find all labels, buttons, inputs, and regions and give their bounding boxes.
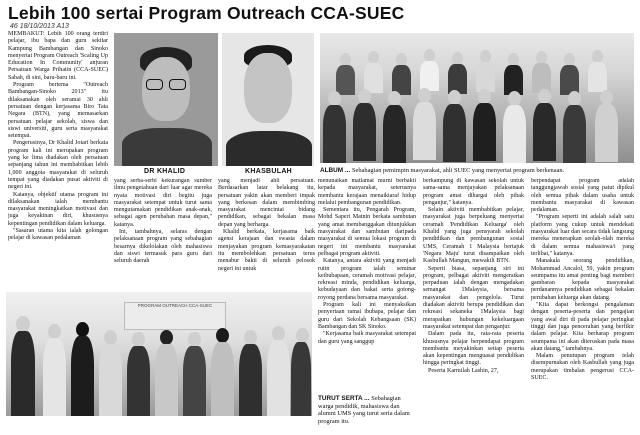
paragraph: Program kali ini menyaksikan penyertaan ramai ibubapa, pelajar dan guru dari Sekolah Kebangsaan (SK) Bambangan dan SK Sinoko. — [318, 302, 416, 330]
paragraph: berkampung di kawasan sekolah untuk sama-sama menjayakan pelaksanaan program amat dihargai oleh pihak penganjur," katanya. — [423, 178, 524, 206]
paragraph: "Sasaran utama kita ialah golongan pelajar di kawasan pedalaman — [8, 228, 108, 242]
glasses — [146, 79, 163, 90]
article-column-4 — [318, 178, 416, 392]
paragraph: Program bertema "Outreach Bambangan-Sinoko 2013" itu dilaksanakan oleh seramai 30 ahli persatuan dengan kerjasama Biro Tata Negara (BTN), yang memasarkan persatuan pelajar sekolah, siswa dan siswi universiti, guru serta masyarakat setempat. — [8, 82, 108, 140]
paragraph: Pengerusinya, Dr Khalid Jotari berkata program kali ini merupakan program yang ke lima diadakan oleh persatuan sepanjang tahun ini membabitkan lebih 1,000 anggota masyarakat di seluruh tempat yang diadakan pusat aktiviti di negeri ini. — [8, 140, 108, 191]
caption-khasbulah: KHASBULAH — [245, 168, 293, 175]
paragraph: yang menjadi ahli persatuan. Berdasarkan latar belakang itu, persatuan yakin akan memberi impak yang berkesan dalam membimbing masyarakat mencintai bidang pendidikan, sebagai bekalan masa depan yang berharga. — [218, 178, 315, 228]
article-column-3 — [218, 178, 315, 288]
paragraph: Seperti biasa, sepanjang siri ini program, pelbagai aktiviti mengeratkan perpaduan ialah dengan mengadakan semangat 1Malaysia, bersama masyarakat dan pengelola. Turut diadakan aktiviti berupa pendidikan dan rekreasi sekaneka 1Malaysia bagi merapatkan hubungan kekeluargaan masyarakat setempat dan penganjur. — [423, 265, 524, 330]
paragraph: "Kerjasama baik masyarakat setempat dan guru yang sanggup — [318, 331, 416, 345]
portrait-photo-khasbulah — [222, 33, 314, 166]
paragraph: yang serba-serbi kekurangan sumber ilmu pengetahuan dari luar agar mereka nyata motivasi diri begitu juga masyarakat setempat untuk turut sama mengutamakan pendidikan anak-anak, sebagai agen perubahan masa depan," katanya. — [114, 178, 212, 228]
paragraph: berpendapat program adalah tanggungjawab sosial yang patut dipikul oleh semua pihak dalam usaha untuk membantu masyarakat di kawasan pedalaman. — [531, 178, 634, 214]
paragraph: Ini, tambahnya, selaras dengan pelaksanaan program yang sebahagian besarnya dikelolakan oleh mahasiswa dan siswi termasuk para guru dari seluruh daerah — [114, 229, 212, 265]
paragraph: Dalam pada itu, rata-rata peserta khususnya pelajar berpendapat program membantu meyakinkan setiap peserta akan kepentingan menguasai pendidikan hingga peringkat tinggi. — [423, 331, 524, 367]
paragraph: Malam penutupan program telah disempurnakan oleh Kasbullah yang juga merupakan timbalan pengerusi CCA-SUEC. — [531, 353, 634, 382]
paragraph: menunaikan matlamat murni berbakti kepada masyarakat, seterusnya membantu kerajaan menaiktaraf hidup melalui pembangunan pendidikan. — [318, 178, 416, 206]
glasses — [169, 79, 186, 90]
caption-educators-photo — [318, 395, 416, 425]
article-column-2 — [114, 178, 212, 288]
caption-lead: TURUT SERTA ... — [318, 395, 372, 402]
paragraph: Katanya, objektif utama program ini dilaksanakan ialah membantu masyarakat meningkatkan motivasi dan juga keyakinan diri, khususnya kepentingan pendidikan dalam keluarga. — [8, 191, 108, 227]
paragraph: Selain aktiviti membabitkan pelajar, masyarakat juga berpeluang menyertai ceramah 'Pendidikan Keluarga' oleh Khalid yang juga pensyarah sekolah pendidikan dan pembangunan sosial UMS, Ceramah 1 Malaysia bertajuk 'Negara Maju' turut disampaikan oleh Kasbullah Mangun, mewakili BTN. — [423, 207, 524, 265]
dateline: 46 18/10/2013 A13 — [10, 23, 69, 30]
face — [244, 53, 292, 123]
shirt — [226, 131, 312, 166]
article-column-5 — [423, 178, 524, 430]
paragraph: Sementara itu, Pengarah Program, Mohd Saperi Matnin berkata sambutan yang amat membanggakan ditunjukkan masyarakat dan sambutan daripada masyarakat di semua lokasi program di negeri ini membantu masyarakat pelbagai program aktiviti. — [318, 207, 416, 257]
paragraph: Katanya, antara aktiviti yang menjadi rutin program ialah seminar keibubapaan, ceramah motivasi pelajar, rekreasi minda, pendidikan keluarga, kebudayaan dan bakat serta gotong-royong perdana bersama masyarakat. — [318, 258, 416, 301]
caption-text: Sebahagian pemimpin masyarakat, ahli SUEC yang menyertai program berkenaan. — [351, 167, 565, 174]
paragraph: Peserta Karmilah Lashin, 27, — [428, 367, 499, 374]
paragraph: MEMBAKUT: Lebih 100 orang terdiri pelajar, ibu bapa dan guru sekitar Kampung Bambangan dan Sinoko menyertai Program Outreach 'Scaling Up Education In Community' anjuran Persatuan Warga Prihatin (CCA-SUEC) Sabah, di sini, baru-baru ini. — [8, 31, 108, 81]
shirt — [122, 128, 212, 166]
group-photo-community — [320, 33, 634, 163]
caption-khalid: DR KHALID — [144, 168, 186, 175]
paragraph: "Program seperti ini adalah salah satu platform yang cukup untuk mendekati masyarakat luar dan secara tidak langsung mereka menerapkan seolah-olah mereka di dalam semua mahasiswa/i yang terlibat," katanya. — [531, 214, 634, 257]
caption-lead: ALBUM ... — [320, 167, 352, 174]
paragraph: Khalid berkata, kerjasama baik agensi kerajaan dan swasta dalam menjayakan program kemasyarakatan itu membolehkan persatuan terus menabur bakti di seluruh pelosok negeri ini untuk — [218, 229, 315, 272]
portrait-photo-khalid — [114, 33, 218, 166]
group-photo-educators — [6, 292, 312, 416]
caption-group-photo — [320, 167, 634, 175]
paragraph: "Kita dapat berkongsi pengalaman dengan peserta-peserta dan pengajian yang awal diri di pada pelajar peringkat tinggi dan juga pencerahan yang berfikir dalam pelajar. Kita berharap program seumpama ini akan diteruskan pada masa akan datang," tambahnya. — [531, 302, 634, 352]
article-column-1 — [8, 31, 108, 286]
event-banner: PROGRAM OUTREACH CCA-SUEC — [124, 302, 226, 330]
paragraph: Manakala seorang pendidikan, Mohammad Ancalol, 59, yakin program seumpama itu amat penting bagi memberi gambaran kepada masyarakat perdanannya pendidikan sebagai bekalan perubahan keluarga akan datang. — [531, 258, 634, 301]
caption-text: Sebahagian warga pendidik, mahasiswa dan alumni UMS yang turut serta dalam program itu. — [318, 395, 410, 425]
headline: Lebih 100 sertai Program Outreach CCA-SUEC — [8, 3, 405, 23]
article-column-6 — [531, 178, 634, 430]
